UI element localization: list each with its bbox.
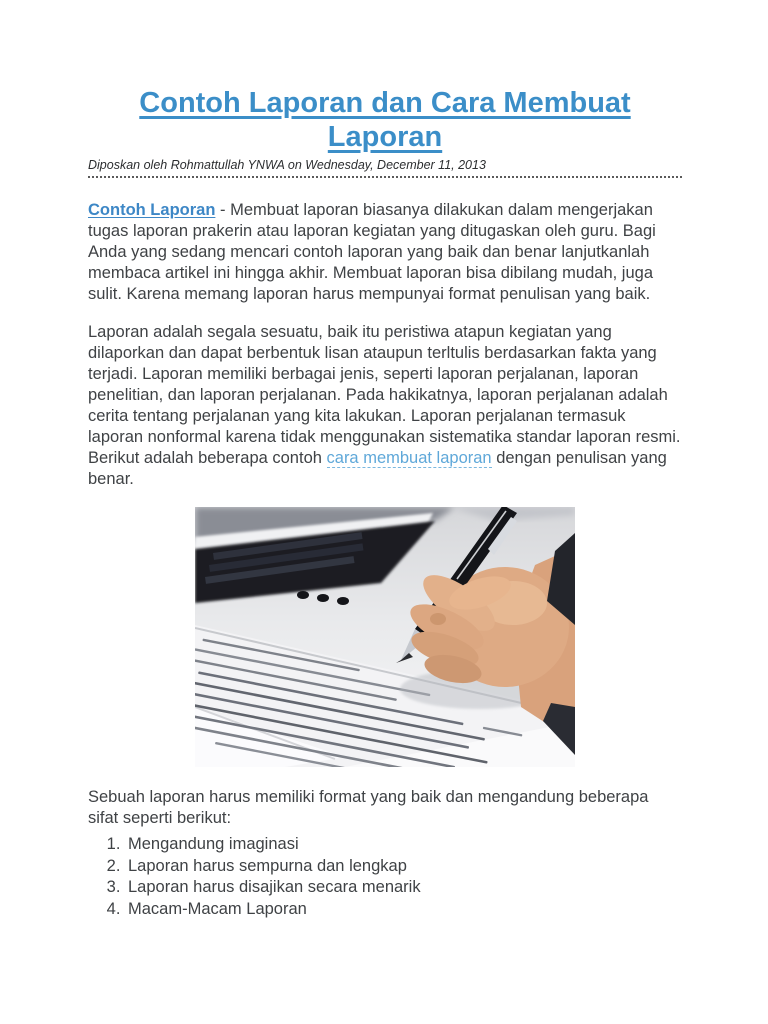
report-properties-list — [88, 834, 682, 920]
link-cara-membuat-laporan[interactable]: cara membuat laporan — [326, 449, 492, 467]
paragraph-format-intro: Sebuah laporan harus memiliki format yang baik dan mengandung beberapa sifat seperti berikut: — [88, 788, 649, 827]
paragraph-definition-text-before: Laporan adalah segala sesuatu, baik itu peristiwa atapun kegiatan yang dilaporkan dan dapat berbentuk lisan ataupun terltulis berdasarkan fakta yang terjadi. Laporan memiliki berbagai jenis, seperti laporan perjalanan, laporan penelitian, dan laporan perjalanan. Pada hakikatnya, laporan perjalanan adalah cerita tentang perjalanan yang kita lakukan. Laporan perjalanan termasuk laporan nonformal karena tidak menggunakan sistematika standar laporan resmi. Berikut adalah beberapa contoh — [88, 323, 681, 467]
link-contoh-laporan[interactable]: Contoh Laporan — [88, 201, 216, 219]
list-item: 3. Laporan harus disajikan secara menarik — [125, 877, 682, 899]
list-item: 1. Mengandung imaginasi — [125, 834, 682, 856]
list-item: 4. Macam-Macam Laporan — [125, 899, 682, 921]
page-title: Contoh Laporan dan Cara Membuat Laporan — [139, 87, 631, 153]
paragraph-intro-text: - Membuat laporan biasanya dilakukan dalam mengerjakan tugas laporan prakerin atau laporan kegiatan yang ditugaskan oleh guru. Bagi Anda yang sedang mencari contoh laporan yang baik dan benar lanjutkanlah membaca artikel ini hingga akhir. Membuat laporan bisa dibilang mudah, juga sulit. Karena memang laporan harus mempunyai format penulisan yang baik. — [88, 201, 656, 303]
divider-dotted — [88, 176, 682, 178]
paragraph-intro — [88, 200, 682, 305]
article-photo-writing-hand — [195, 507, 575, 767]
list-item: 2. Laporan harus sempurna dan lengkap — [125, 856, 682, 878]
paragraph-definition — [88, 322, 682, 490]
writing-hand-photo-illustration — [195, 507, 575, 767]
paragraph-definition-text-after: dengan penulisan yang benar. — [88, 449, 667, 488]
byline: Diposkan oleh Rohmattullah YNWA on Wednesday, December 11, 2013 — [88, 158, 486, 172]
